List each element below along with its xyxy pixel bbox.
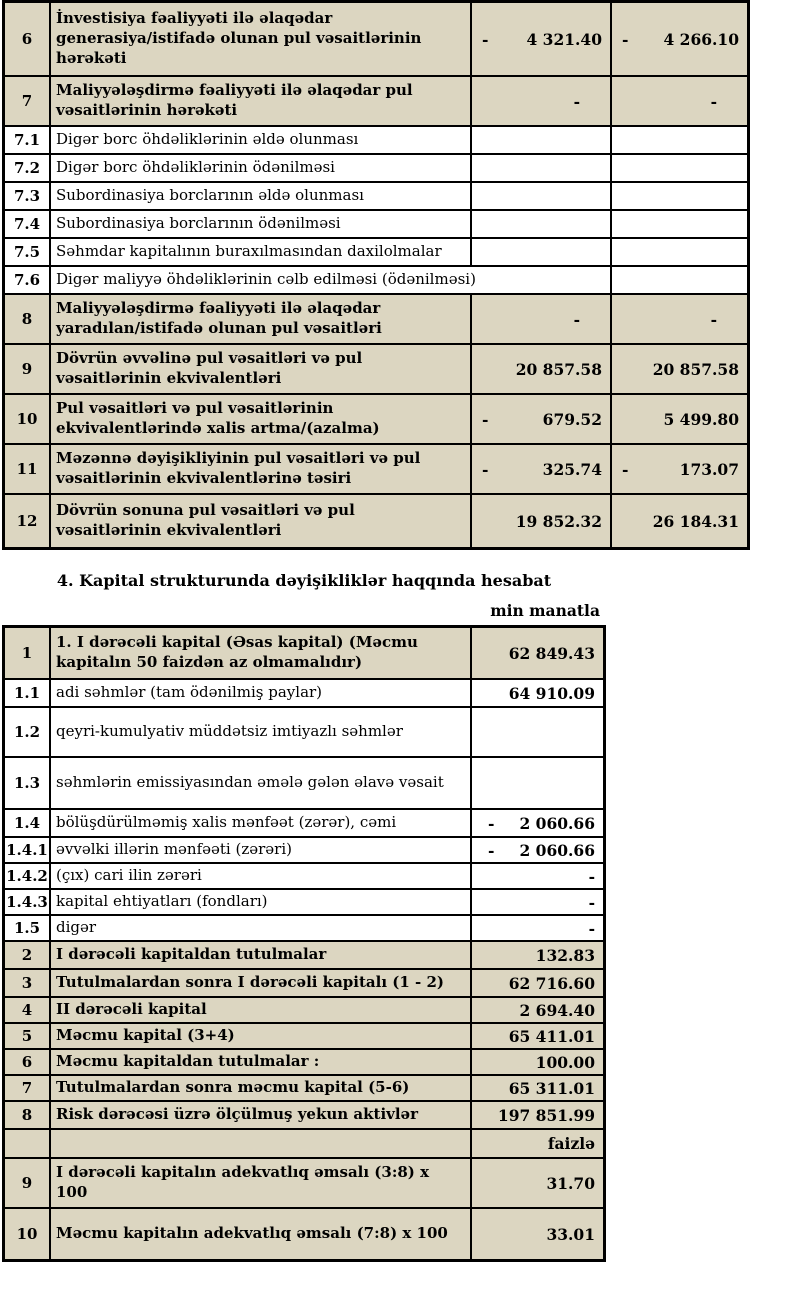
row-number-cell: 5 <box>5 1024 51 1048</box>
description-cell <box>51 942 472 968</box>
row-number-cell: 9 <box>5 1159 51 1207</box>
minus-sign: - <box>488 840 495 860</box>
value-cell <box>612 395 747 443</box>
value-cell <box>472 970 603 996</box>
table-row <box>5 211 747 239</box>
table-row <box>5 1159 603 1209</box>
table-row <box>5 155 747 183</box>
description-text: səhmlərin emissiyasından əmələ gələn əlavə vəsait <box>56 773 444 792</box>
description-text: Dövrün əvvəlinə pul vəsaitləri və pul vəsaitlərinin ekvivalentləri <box>56 349 363 387</box>
value-text: 31.70 <box>546 1173 595 1193</box>
value-text: 679.52 <box>542 409 602 429</box>
row-number-cell: 4 <box>5 998 51 1022</box>
description-text: Tutulmalardan sonra I dərəcəli kapitalı (1 - 2) <box>56 973 444 992</box>
description-text: Səhmdar kapitalının buraxılmasından daxilolmalar <box>56 242 442 261</box>
value-cell <box>472 864 603 888</box>
value-text: 20 857.58 <box>515 359 602 379</box>
row-number-cell: 7.4 <box>5 211 51 237</box>
description-cell <box>51 708 472 756</box>
value-cell <box>472 758 603 808</box>
table-row <box>5 890 603 916</box>
table-row <box>5 1130 603 1159</box>
value-text: 173.07 <box>679 459 739 479</box>
table-row <box>5 1076 603 1102</box>
value-cell <box>472 998 603 1022</box>
table-row <box>5 1024 603 1050</box>
minus-sign: - <box>622 29 629 49</box>
value-cell <box>612 295 747 343</box>
table-row <box>5 445 747 495</box>
minus-sign: - <box>482 459 489 479</box>
row-number-cell: 7 <box>5 77 51 125</box>
section-title: 4. Kapital strukturunda dəyişikliklər haqqında hesabat <box>56 571 552 590</box>
row-number-cell: 10 <box>5 1209 51 1259</box>
description-text: Subordinasiya borclarının ödənilməsi <box>56 214 341 233</box>
description-cell <box>51 1130 472 1157</box>
row-number-cell: 7.1 <box>5 127 51 153</box>
description-text: Tutulmalardan sonra məcmu kapital (5-6) <box>56 1078 410 1097</box>
cash-flow-table <box>2 0 750 550</box>
value-text: - <box>588 866 595 886</box>
value-text: - <box>573 91 580 111</box>
value-cell <box>472 127 612 153</box>
row-number-cell: 7 <box>5 1076 51 1100</box>
value-cell <box>612 495 747 547</box>
table-row <box>5 1102 603 1130</box>
description-text: Pul vəsaitləri və pul vəsaitlərinin ekvivalentlərində xalis artma/(azalma) <box>56 399 380 437</box>
value-text: 325.74 <box>542 459 602 479</box>
row-number-cell: 8 <box>5 295 51 343</box>
description-text: kapital ehtiyatları (fondları) <box>56 892 268 911</box>
row-number-cell: 7.5 <box>5 239 51 265</box>
value-cell <box>472 239 612 265</box>
table-row <box>5 77 747 127</box>
value-cell <box>472 628 603 678</box>
value-cell <box>472 942 603 968</box>
value-cell <box>472 295 612 343</box>
row-number-cell <box>5 1130 51 1157</box>
value-cell <box>472 810 603 836</box>
table-row <box>5 998 603 1024</box>
row-number-cell: 7.3 <box>5 183 51 209</box>
row-number-cell: 6 <box>5 1050 51 1074</box>
value-cell <box>472 1159 603 1207</box>
value-text: 5 499.80 <box>663 409 739 429</box>
value-text: - <box>710 91 717 111</box>
minus-sign: - <box>482 29 489 49</box>
value-text: - <box>573 309 580 329</box>
value-text: 26 184.31 <box>652 511 739 531</box>
value-text: 20 857.58 <box>652 359 739 379</box>
value-cell <box>472 708 603 756</box>
row-number-cell: 1.4 <box>5 810 51 836</box>
value-text: 65 311.01 <box>508 1078 595 1098</box>
row-number-cell: 7.2 <box>5 155 51 181</box>
table-row <box>5 708 603 758</box>
value-cell <box>472 1102 603 1128</box>
description-text: Məcmu kapitalın adekvatlıq əmsalı (7:8) x 100 <box>56 1224 448 1243</box>
table-row <box>5 758 603 810</box>
description-text: Məzənnə dəyişikliyinin pul vəsaitləri və pul vəsaitlərinin ekvivalentlərinə təsiri <box>56 449 421 487</box>
value-cell <box>612 211 747 237</box>
value-cell <box>472 890 603 914</box>
description-text: Digər maliyyə öhdəliklərinin cəlb edilməsi (ödənilməsi) <box>56 270 476 289</box>
description-text: əvvəlki illərin mənfəəti (zərəri) <box>56 840 292 859</box>
description-text: Məcmu kapitaldan tutulmalar : <box>56 1052 320 1071</box>
table-row <box>5 838 603 864</box>
value-cell <box>612 77 747 125</box>
minus-sign: - <box>482 409 489 429</box>
row-number-cell: 6 <box>5 3 51 75</box>
description-text: Digər borc öhdəliklərinin əldə olunması <box>56 130 359 149</box>
value-cell <box>472 77 612 125</box>
row-number-cell: 8 <box>5 1102 51 1128</box>
value-text: - <box>588 918 595 938</box>
description-cell <box>51 1050 472 1074</box>
description-cell <box>51 183 472 209</box>
value-text: 2 060.66 <box>519 813 595 833</box>
value-text: 62 716.60 <box>508 973 595 993</box>
value-cell <box>472 211 612 237</box>
value-text: 19 852.32 <box>515 511 602 531</box>
value-text: 4 321.40 <box>526 29 602 49</box>
table-row <box>5 1209 603 1259</box>
row-number-cell: 2 <box>5 942 51 968</box>
description-text: İnvestisiya fəaliyyəti ilə əlaqədar generasiya/istifadə olunan pul vəsaitlərinin hərəkəti <box>56 9 422 67</box>
value-cell <box>472 1050 603 1074</box>
description-cell <box>51 1076 472 1100</box>
description-text: Risk dərəcəsi üzrə ölçülmuş yekun aktivlər <box>56 1105 419 1124</box>
description-text: Maliyyələşdirmə fəaliyyəti ilə əlaqədar yaradılan/istifadə olunan pul vəsaitləri <box>56 299 382 337</box>
table-row <box>5 942 603 970</box>
value-cell <box>612 267 747 293</box>
description-cell <box>51 345 472 393</box>
row-number-cell: 3 <box>5 970 51 996</box>
row-number-cell: 1.4.1 <box>5 838 51 862</box>
description-cell <box>51 3 472 75</box>
row-number-cell: 9 <box>5 345 51 393</box>
table-row <box>5 3 747 77</box>
value-cell <box>612 445 747 493</box>
description-cell <box>51 864 472 888</box>
description-cell <box>51 127 472 153</box>
value-cell <box>472 916 603 940</box>
row-number-cell: 1.3 <box>5 758 51 808</box>
description-cell <box>51 916 472 940</box>
value-text: 100.00 <box>535 1052 595 1072</box>
table-row <box>5 183 747 211</box>
value-cell <box>472 3 612 75</box>
row-number-cell: 1.1 <box>5 680 51 706</box>
value-cell <box>472 345 612 393</box>
value-cell <box>472 838 603 862</box>
value-cell <box>612 155 747 181</box>
description-cell <box>51 680 472 706</box>
value-cell <box>612 345 747 393</box>
value-text: faizlə <box>547 1134 595 1153</box>
table-row <box>5 864 603 890</box>
description-text: I dərəcəli kapitaldan tutulmalar <box>56 945 327 964</box>
row-number-cell: 1.4.2 <box>5 864 51 888</box>
description-cell <box>51 890 472 914</box>
table-row <box>5 916 603 942</box>
value-text: 64 910.09 <box>508 683 595 703</box>
row-number-cell: 11 <box>5 445 51 493</box>
description-cell <box>51 970 472 996</box>
description-cell <box>51 495 472 547</box>
value-cell <box>472 155 612 181</box>
minus-sign: - <box>488 813 495 833</box>
description-cell <box>51 1102 472 1128</box>
row-number-cell: 12 <box>5 495 51 547</box>
description-cell <box>51 155 472 181</box>
table-row <box>5 680 603 708</box>
value-cell <box>472 680 603 706</box>
description-text: adi səhmlər (tam ödənilmiş paylar) <box>56 683 323 702</box>
value-cell <box>472 1076 603 1100</box>
description-cell <box>51 211 472 237</box>
table-row <box>5 1050 603 1076</box>
unit-label: min manatla <box>490 601 600 620</box>
description-text: 1. I dərəcəli kapital (Əsas kapital) (Məcmu kapitalın 50 faizdən az olmamalıdır) <box>56 633 418 671</box>
description-text: qeyri-kumulyativ müddətsiz imtiyazlı səhmlər <box>56 722 403 741</box>
description-text: Maliyyələşdirmə fəaliyyəti ilə əlaqədar pul vəsaitlərinin hərəkəti <box>56 81 413 119</box>
description-text: II dərəcəli kapital <box>56 1000 207 1019</box>
value-text: - <box>588 892 595 912</box>
description-text: Subordinasiya borclarının əldə olunması <box>56 186 364 205</box>
value-cell <box>612 239 747 265</box>
description-cell <box>51 267 612 293</box>
description-cell <box>51 395 472 443</box>
minus-sign: - <box>622 459 629 479</box>
value-text: - <box>710 309 717 329</box>
description-cell <box>51 77 472 125</box>
row-number-cell: 1.2 <box>5 708 51 756</box>
description-text: Məcmu kapital (3+4) <box>56 1026 235 1045</box>
value-cell <box>472 1130 603 1157</box>
description-cell <box>51 810 472 836</box>
description-text: I dərəcəli kapitalın adekvatlıq əmsalı (3:8) x 100 <box>56 1163 430 1201</box>
value-cell <box>472 395 612 443</box>
description-cell <box>51 628 472 678</box>
description-cell <box>51 758 472 808</box>
description-text: Digər borc öhdəliklərinin ödənilməsi <box>56 158 335 177</box>
description-cell <box>51 998 472 1022</box>
description-cell <box>51 1024 472 1048</box>
description-text: Dövrün sonuna pul vəsaitləri və pul vəsaitlərinin ekvivalentləri <box>56 501 355 539</box>
table-row <box>5 810 603 838</box>
description-cell <box>51 838 472 862</box>
row-number-cell: 1.5 <box>5 916 51 940</box>
value-cell <box>612 127 747 153</box>
value-cell <box>472 1209 603 1259</box>
description-cell <box>51 1159 472 1207</box>
table-row <box>5 295 747 345</box>
description-text: bölüşdürülməmiş xalis mənfəət (zərər), cəmi <box>56 813 397 832</box>
table-row <box>5 395 747 445</box>
capital-structure-table <box>2 625 606 1262</box>
row-number-cell: 1 <box>5 628 51 678</box>
description-cell <box>51 239 472 265</box>
value-cell <box>472 1024 603 1048</box>
value-text: 197 851.99 <box>497 1105 595 1125</box>
description-text: digər <box>56 918 97 937</box>
description-cell <box>51 445 472 493</box>
table-row <box>5 628 603 680</box>
value-text: 62 849.43 <box>508 643 595 663</box>
value-cell <box>612 183 747 209</box>
table-row <box>5 267 747 295</box>
value-cell <box>472 495 612 547</box>
description-cell <box>51 295 472 343</box>
description-text: (çıx) cari ilin zərəri <box>56 866 202 885</box>
description-cell <box>51 1209 472 1259</box>
value-text: 65 411.01 <box>508 1026 595 1046</box>
table-row <box>5 127 747 155</box>
table-row <box>5 495 747 547</box>
value-cell <box>472 183 612 209</box>
row-number-cell: 10 <box>5 395 51 443</box>
table-row <box>5 239 747 267</box>
row-number-cell: 7.6 <box>5 267 51 293</box>
value-text: 4 266.10 <box>663 29 739 49</box>
value-text: 2 694.40 <box>519 1000 595 1020</box>
table-row <box>5 970 603 998</box>
table-row <box>5 345 747 395</box>
value-text: 33.01 <box>546 1224 595 1244</box>
value-text: 2 060.66 <box>519 840 595 860</box>
value-cell <box>612 3 747 75</box>
row-number-cell: 1.4.3 <box>5 890 51 914</box>
value-cell <box>472 445 612 493</box>
value-text: 132.83 <box>535 945 595 965</box>
